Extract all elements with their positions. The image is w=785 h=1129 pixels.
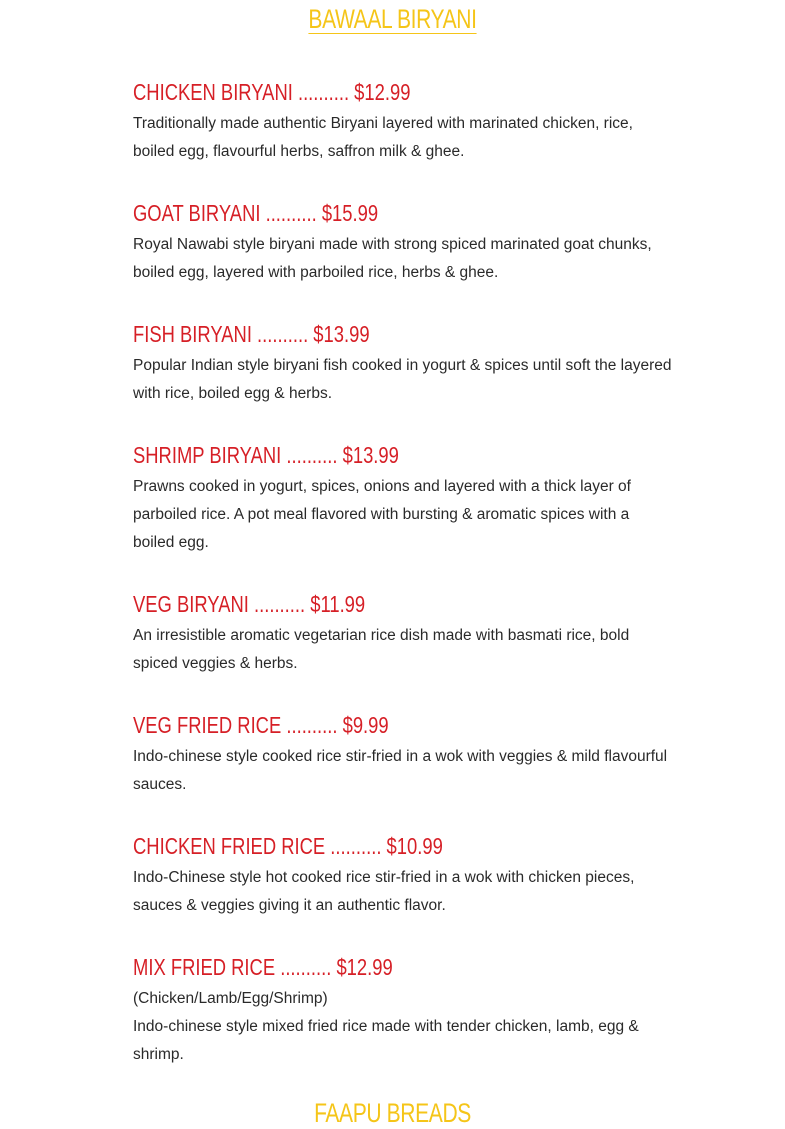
menu-item-description: Indo-Chinese style hot cooked rice stir-fried in a wok with chicken pieces, sauces & veggies giving it an authentic flavor. — [133, 869, 635, 914]
menu-item-description: Traditionally made authentic Biryani layered with marinated chicken, rice, boiled egg, flavourful herbs, saffron milk & ghee. — [133, 115, 633, 160]
next-section-title-text: FAAPU BREADS — [314, 1098, 471, 1128]
menu-item — [133, 320, 673, 408]
menu-item-name: CHICKEN BIRYANI .......... $12.99 — [133, 79, 411, 105]
menu-item — [133, 78, 673, 166]
menu-item-name: CHICKEN FRIED RICE .......... $10.99 — [133, 833, 443, 859]
menu-item — [133, 832, 673, 920]
menu-item — [133, 711, 673, 799]
menu-item — [133, 590, 673, 678]
menu-item-note: (Chicken/Lamb/Egg/Shrimp) — [133, 990, 328, 1007]
menu-item-description: Popular Indian style biryani fish cooked in yogurt & spices until soft the layered with rice, boiled egg & herbs. — [133, 357, 672, 402]
menu-item — [133, 441, 673, 557]
menu-item-name: VEG BIRYANI .......... $11.99 — [133, 591, 366, 617]
menu-item-description: Prawns cooked in yogurt, spices, onions and layered with a thick layer of parboiled rice. A pot meal flavored with bursting & aromatic spices with a boiled egg. — [133, 478, 631, 551]
menu-item — [133, 953, 673, 1069]
menu-item-name: VEG FRIED RICE .......... $9.99 — [133, 712, 389, 738]
menu-item-description: Indo-chinese style cooked rice stir-fried in a wok with veggies & mild flavourful sauces. — [133, 748, 668, 793]
menu-item-description: An irresistible aromatic vegetarian rice dish made with basmati rice, bold spiced veggies & herbs. — [133, 627, 630, 672]
menu-item-name: SHRIMP BIRYANI .......... $13.99 — [133, 442, 399, 468]
section-title — [86, 4, 698, 35]
menu-item — [133, 199, 673, 287]
menu-item-description: Indo-chinese style mixed fried rice made with tender chicken, lamb, egg & shrimp. — [133, 1018, 639, 1063]
menu-item-name: GOAT BIRYANI .......... $15.99 — [133, 200, 379, 226]
menu-item-name: FISH BIRYANI .......... $13.99 — [133, 321, 370, 347]
menu-item-name: MIX FRIED RICE .......... $12.99 — [133, 954, 393, 980]
section-title-text: BAWAAL BIRYANI — [308, 4, 477, 34]
menu-item-description: Royal Nawabi style biryani made with strong spiced marinated goat chunks, boiled egg, layered with parboiled rice, herbs & ghee. — [133, 236, 652, 281]
next-section-title — [86, 1098, 698, 1129]
